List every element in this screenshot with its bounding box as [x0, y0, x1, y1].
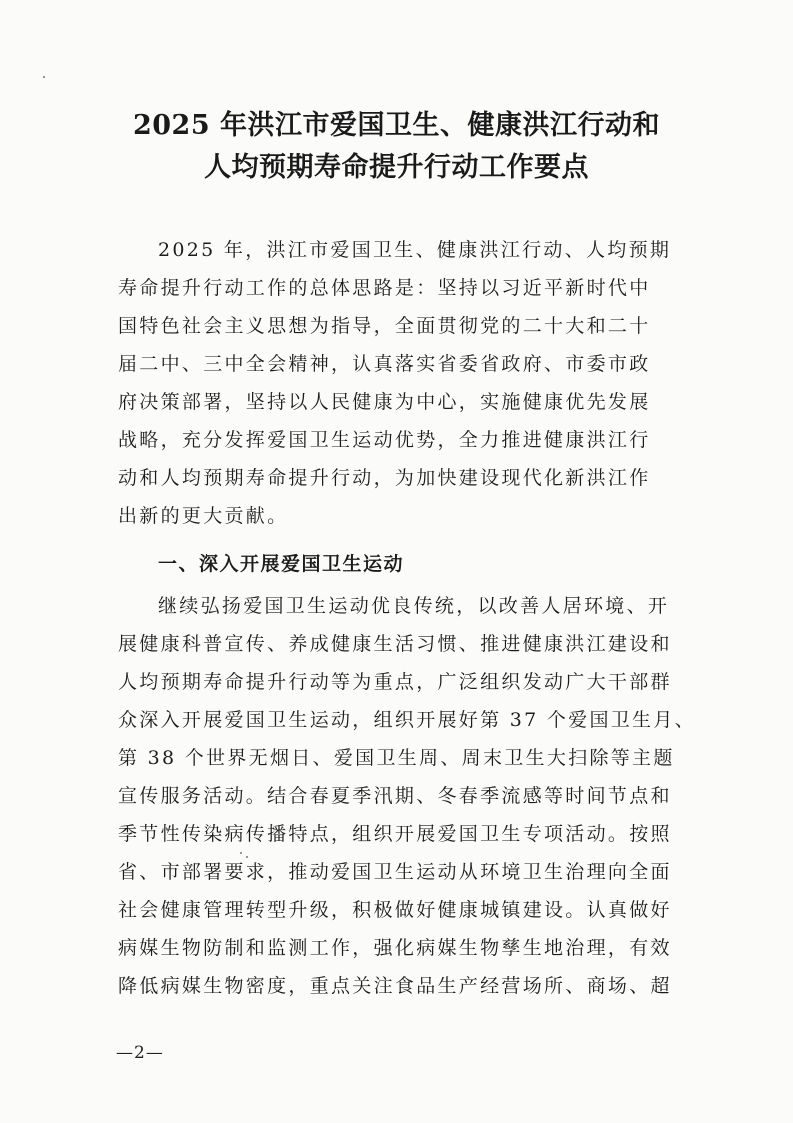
- section-1-line-3: 人均预期寿命提升行动等为重点，广泛组织发动广大干部群: [118, 671, 672, 693]
- intro-line-8: 出新的更大贡献。: [118, 505, 289, 527]
- section-1-line-5: 第 38 个世界无烟日、爱国卫生周、周末卫生大扫除等主题: [118, 747, 675, 769]
- intro-line-3: 国特色社会主义思想为指导，全面贯彻党的二十大和二十: [118, 315, 651, 337]
- section-1-line-1: 继续弘扬爱国卫生运动优良传统，以改善人居环境、开: [158, 595, 670, 617]
- section-1-line-7: 季节性传染病传播特点，组织开展爱国卫生专项活动。按照: [118, 823, 672, 845]
- document-title-line-2: 人均预期寿命提升行动工作要点: [204, 152, 589, 183]
- scan-speck: [246, 856, 248, 858]
- section-1-line-2: 展健康科普宣传、养成健康生活习惯、推进健康洪江建设和: [118, 633, 672, 655]
- section-1-heading: 一、深入开展爱国卫生运动: [158, 553, 405, 575]
- scan-speck: [240, 852, 242, 854]
- intro-line-7: 动和人均预期寿命提升行动，为加快建设现代化新洪江作: [118, 467, 651, 489]
- intro-line-6: 战略，充分发挥爱国卫生运动优势，全力推进健康洪江行: [118, 429, 651, 451]
- intro-line-5: 府决策部署，坚持以人民健康为中心，实施健康优先发展: [118, 391, 651, 413]
- intro-line-2: 寿命提升行动工作的总体思路是：坚持以习近平新时代中: [118, 277, 651, 299]
- section-1-line-9: 社会健康管理转型升级，积极做好健康城镇建设。认真做好: [118, 899, 672, 921]
- section-1-line-8: 省、市部署要求，推动爱国卫生运动从环境卫生治理向全面: [118, 861, 672, 883]
- section-1-line-10: 病媒生物防制和监测工作，强化病媒生物孳生地治理，有效: [118, 937, 672, 959]
- document-title-line-1: 2025 年洪江市爱国卫生、健康洪江行动和: [132, 110, 661, 141]
- section-1-line-4: 众深入开展爱国卫生运动，组织开展好第 37 个爱国卫生月、: [118, 709, 696, 731]
- section-1-line-6: 宣传服务活动。结合春夏季汛期、冬春季流感等时间节点和: [118, 785, 672, 807]
- intro-line-1: 2025 年，洪江市爱国卫生、健康洪江行动、人均预期: [158, 239, 672, 261]
- section-1-line-11: 降低病媒生物密度，重点关注食品生产经营场所、商场、超: [118, 975, 672, 997]
- intro-line-4: 届二中、三中全会精神，认真落实省委省政府、市委市政: [118, 353, 651, 375]
- scan-speck: [43, 76, 45, 78]
- page-number: —2—: [116, 1043, 164, 1063]
